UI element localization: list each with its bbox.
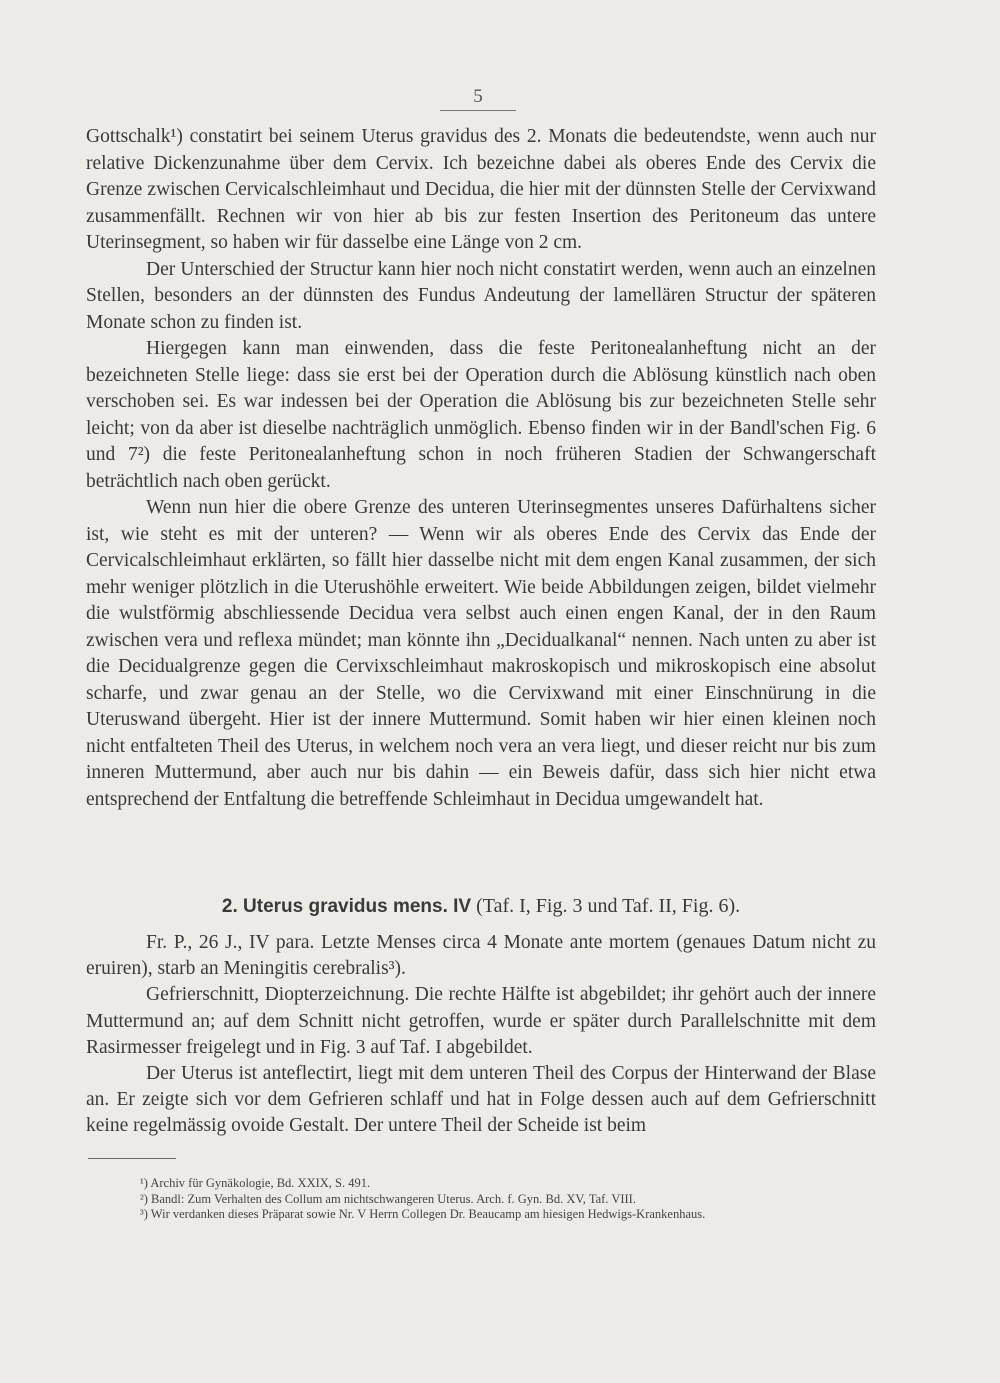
paragraph: Der Uterus ist anteflectirt, liegt mit dem unteren Theil des Corpus der Hinterwand der Blase an. Er zeigte sich vor dem Gefrieren schlaff und hat in Folge dessen auch auf dem Gefrierschnitt keine regelmässig ovoide Gestalt. Der untere Theil der Scheide ist beim xyxy=(86,1063,876,1137)
paragraph: Der Unterschied der Structur kann hier noch nicht constatirt werden, wenn auch an einzelnen Stellen, besonders an der dünnsten des Fundus Andeutung der lamellären Structur der späteren Monate schon zu finden ist. xyxy=(86,258,876,333)
footnote: ²) Bandl: Zum Verhalten des Collum am nichtschwangeren Uterus. Arch. f. Gyn. Bd. XV, Taf. VIII. xyxy=(140,1191,636,1206)
footnote: ³) Wir verdanken dieses Präparat sowie Nr. V Herrn Collegen Dr. Beaucamp am hiesigen Hedwigs-Krankenhaus. xyxy=(140,1207,706,1221)
paragraph: Fr. P., 26 J., IV para. Letzte Menses circa 4 Monate ante mortem (genaues Datum nicht zu eruiren), starb an Meningitis cerebralis³). xyxy=(86,932,876,980)
paragraph: Hiergegen kann man einwenden, dass die feste Peritonealanheftung nicht an der bezeichneten Stelle liege: dass sie erst bei der Operation durch die Ablösung künstlich nach oben verschoben sei. Es war indessen bei der Operation die Ablösung bis zur bezeichneten Stelle sehr leicht; von da aber ist dieselbe nachträglich unmöglich. Ebenso finden wir in der Bandl'schen Fig. 6 und 7²) die feste Peritonealanheftung schon in noch früheren Stadien der Schwangerschaft beträchtlich nach oben gerückt. xyxy=(86,338,876,492)
page-number-rule xyxy=(440,110,516,111)
footnote: ¹) Archiv für Gynäkologie, Bd. XXIX, S. 491. xyxy=(140,1176,371,1190)
section-heading-reference: (Taf. I, Fig. 3 und Taf. II, Fig. 6). xyxy=(476,895,741,917)
page-number: 5 xyxy=(473,86,483,107)
main-text xyxy=(86,124,876,813)
section-heading-title: 2. Uterus gravidus mens. IV xyxy=(221,896,472,917)
section-heading xyxy=(86,892,876,921)
footnote-rule xyxy=(88,1158,176,1159)
section-text xyxy=(86,930,876,1140)
paragraph: Wenn nun hier die obere Grenze des unteren Uterinsegmentes unseres Dafürhaltens sicher ist, wie steht es mit der unteren? — Wenn wir als oberes Ende des Cervix das Ende der Cervicalschleimhaut erklärten, so fällt hier dasselbe nicht mit dem engen Kanal zusammen, der sich mehr weniger plötzlich in die Uterushöhle erweitert. Wie beide Abbildungen zeigen, bildet vielmehr die wulstförmig abschliessende Decidua vera selbst auch einen engen Kanal, der in den Raum zwischen vera und reflexa mündet; man könnte ihn „Decidualkanal“ nennen. Nach unten zu aber ist die Decidualgrenze gegen die Cervixschleimhaut makroskopisch und mikroskopisch eine absolut scharfe, und zwar genau an der Stelle, wo die Cervixwand mit einer Einschnürung in die Uteruswand übergeht. Hier ist der innere Muttermund. Somit haben wir hier einen kleinen noch nicht entfalteten Theil des Uterus, in welchem noch vera an vera liegt, und dieser reicht nur bis zum inneren Muttermund, aber auch nur bis dahin — ein Beweis dafür, dass sich hier nicht etwa entsprechend der Entfaltung die betreffende Schleimhaut in Decidua umgewandelt hat. xyxy=(86,497,876,810)
paragraph: Gottschalk¹) constatirt bei seinem Uterus gravidus des 2. Monats die bedeutendste, wenn auch nur relative Dickenzunahme über dem Cervix. Ich bezeichne dabei als oberes Ende des Cervix die Grenze zwischen Cervicalschleimhaut und Decidua, die hier mit der dünnsten Stelle der Cervixwand zusammenfällt. Rechnen wir von hier ab bis zur festen Insertion des Peritoneum das untere Uterinsegment, so haben wir für dasselbe eine Länge von 2 cm. xyxy=(86,126,876,253)
paragraph: Gefrierschnitt, Diopterzeichnung. Die rechte Hälfte ist abgebildet; ihr gehört auch der innere Muttermund an; auf dem Schnitt nicht getroffen, wurde er später durch Parallelschnitte mit dem Rasirmesser freigelegt und in Fig. 3 auf Taf. I abgebildet. xyxy=(86,984,876,1058)
footnotes xyxy=(140,1176,870,1223)
